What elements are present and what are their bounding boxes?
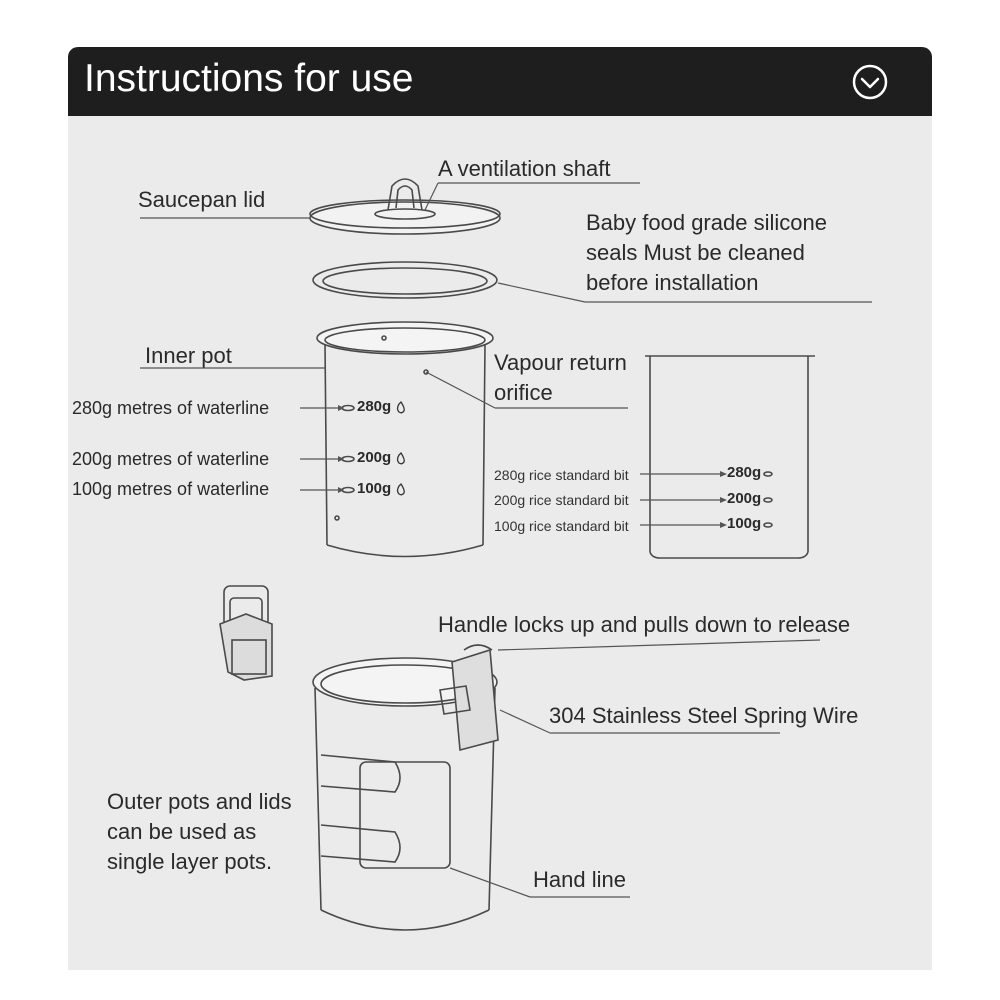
- water-drop-icon: [398, 453, 405, 464]
- label-rice-100: 100g rice standard bit: [494, 518, 629, 534]
- mark-280g: 280g: [357, 398, 392, 415]
- label-ventilation-shaft: A ventilation shaft: [438, 156, 611, 181]
- label-rice-280: 280g rice standard bit: [494, 467, 629, 483]
- label-saucepan-lid: Saucepan lid: [138, 187, 266, 212]
- label-hand-line: Hand line: [533, 867, 626, 892]
- handle-detail-drawing: [220, 586, 272, 680]
- mark-200g: 200g: [357, 449, 392, 466]
- label-silicone-line3: before installation: [586, 270, 759, 295]
- rice-mark-100g: 100g: [727, 515, 762, 532]
- label-handle-lock: Handle locks up and pulls down to release: [438, 612, 851, 637]
- saucepan-lid-drawing: [310, 179, 500, 234]
- label-outer-line1: Outer pots and lids: [107, 789, 292, 814]
- label-rice-200: 200g rice standard bit: [494, 492, 629, 508]
- label-inner-pot: Inner pot: [145, 343, 232, 368]
- outer-pot-drawing: [313, 645, 498, 930]
- rice-mark-280g: 280g: [727, 464, 762, 481]
- label-waterline-280: 280g metres of waterline: [72, 398, 270, 418]
- mark-100g: 100g: [357, 480, 392, 497]
- label-waterline-100: 100g metres of waterline: [72, 479, 270, 499]
- page-title: Instructions for use: [84, 57, 414, 100]
- label-waterline-200: 200g metres of waterline: [72, 449, 270, 469]
- silicone-seal-drawing: [313, 262, 497, 298]
- label-outer-line3: single layer pots.: [107, 849, 273, 874]
- label-silicone-line1: Baby food grade silicone: [586, 210, 827, 235]
- rice-mark-200g: 200g: [727, 490, 762, 507]
- label-vapour-line2: orifice: [494, 380, 553, 405]
- water-drop-icon: [398, 402, 405, 413]
- label-spring-wire: 304 Stainless Steel Spring Wire: [549, 703, 859, 728]
- inner-pot-drawing: [317, 322, 493, 557]
- water-drop-icon: [398, 484, 405, 495]
- label-vapour-line1: Vapour return: [494, 350, 627, 375]
- label-silicone-line2: seals Must be cleaned: [586, 240, 805, 265]
- label-outer-line2: can be used as: [107, 819, 257, 844]
